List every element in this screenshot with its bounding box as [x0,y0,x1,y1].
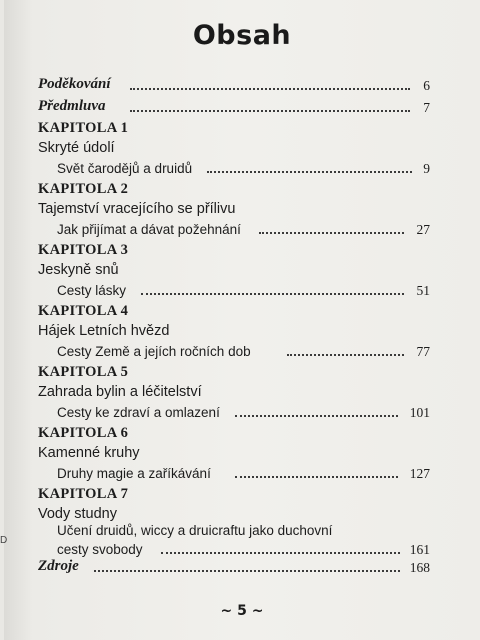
toc-page-number: 101 [409,404,430,420]
chapter-title: Tajemství vracejícího se přílivu [38,201,236,217]
chapter-title: Kamenné kruhy [38,445,140,461]
toc-entry-chapter-4[interactable] [57,336,430,358]
toc-entry-chapter-1[interactable] [57,153,430,175]
leader-dots [130,88,410,90]
toc-entry-label: Druhy magie a zaříkávání [57,465,211,481]
edge-mark: D [0,535,8,546]
chapter-heading: KAPITOLA 2 [38,181,129,197]
toc-entry-chapter-3[interactable] [57,275,430,297]
toc-page-number: 6 [423,77,430,93]
leader-dots [259,232,404,234]
leader-dots [287,354,404,356]
chapter-heading: KAPITOLA 5 [38,364,129,380]
toc-page-number: 161 [409,541,430,557]
chapter-title: Hájek Letních hvězd [38,323,170,339]
toc-entry-label: Jak přijímat a dávat požehnání [57,221,241,237]
chapter-heading: KAPITOLA 4 [38,303,129,319]
toc-page-number: 7 [423,99,430,115]
chapter-heading: KAPITOLA 7 [38,486,129,502]
chapter-title: Zahrada bylin a léčitelství [38,384,202,400]
chapter-heading: KAPITOLA 6 [38,425,129,441]
chapter-heading: KAPITOLA 1 [38,120,129,136]
page-number-footer: ~ 5 ~ [220,603,264,619]
toc-entry-label: cesty svobody [57,541,143,557]
book-page [4,0,480,640]
toc-page-number: 77 [416,343,430,359]
toc-entry-label: Předmluva [38,98,106,114]
toc-entry-label-line1: Učení druidů, wiccy a druicraftu jako duchovní [57,523,333,538]
toc-page-number: 51 [416,282,430,298]
toc-entry-chapter-5[interactable] [57,397,430,419]
page-title: Obsah [192,20,292,51]
toc-page-number: 9 [423,160,430,176]
leader-dots [130,110,410,112]
chapter-title: Jeskyně snů [38,262,119,278]
toc-page-number: 27 [416,221,430,237]
toc-entry-label: Zdroje [38,558,79,574]
toc-entry-zdroje[interactable] [38,552,430,574]
chapter-title: Vody studny [38,506,117,522]
leader-dots [94,570,400,572]
toc-entry-label: Cesty lásky [57,282,127,298]
toc-entry-chapter-2[interactable] [57,214,430,236]
toc-entry-podekovani[interactable] [38,70,430,92]
toc-entry-label: Svět čarodějů a druidů [57,160,193,176]
leader-dots [141,293,404,295]
toc-page-number: 168 [409,559,430,575]
toc-entry-label: Cesty Země a jejích ročních dob [57,343,251,359]
toc-entry-label: Cesty ke zdraví a omlazení [57,404,220,420]
chapter-heading: KAPITOLA 3 [38,242,129,258]
leader-dots [235,476,398,478]
toc-page-number: 127 [409,465,430,481]
leader-dots [235,415,398,417]
toc-entry-label: Poděkování [38,76,111,92]
chapter-title: Skryté údolí [38,140,115,156]
toc-entry-chapter-6[interactable] [57,458,430,480]
leader-dots [207,171,412,173]
toc-entry-predmluva[interactable] [38,92,430,114]
